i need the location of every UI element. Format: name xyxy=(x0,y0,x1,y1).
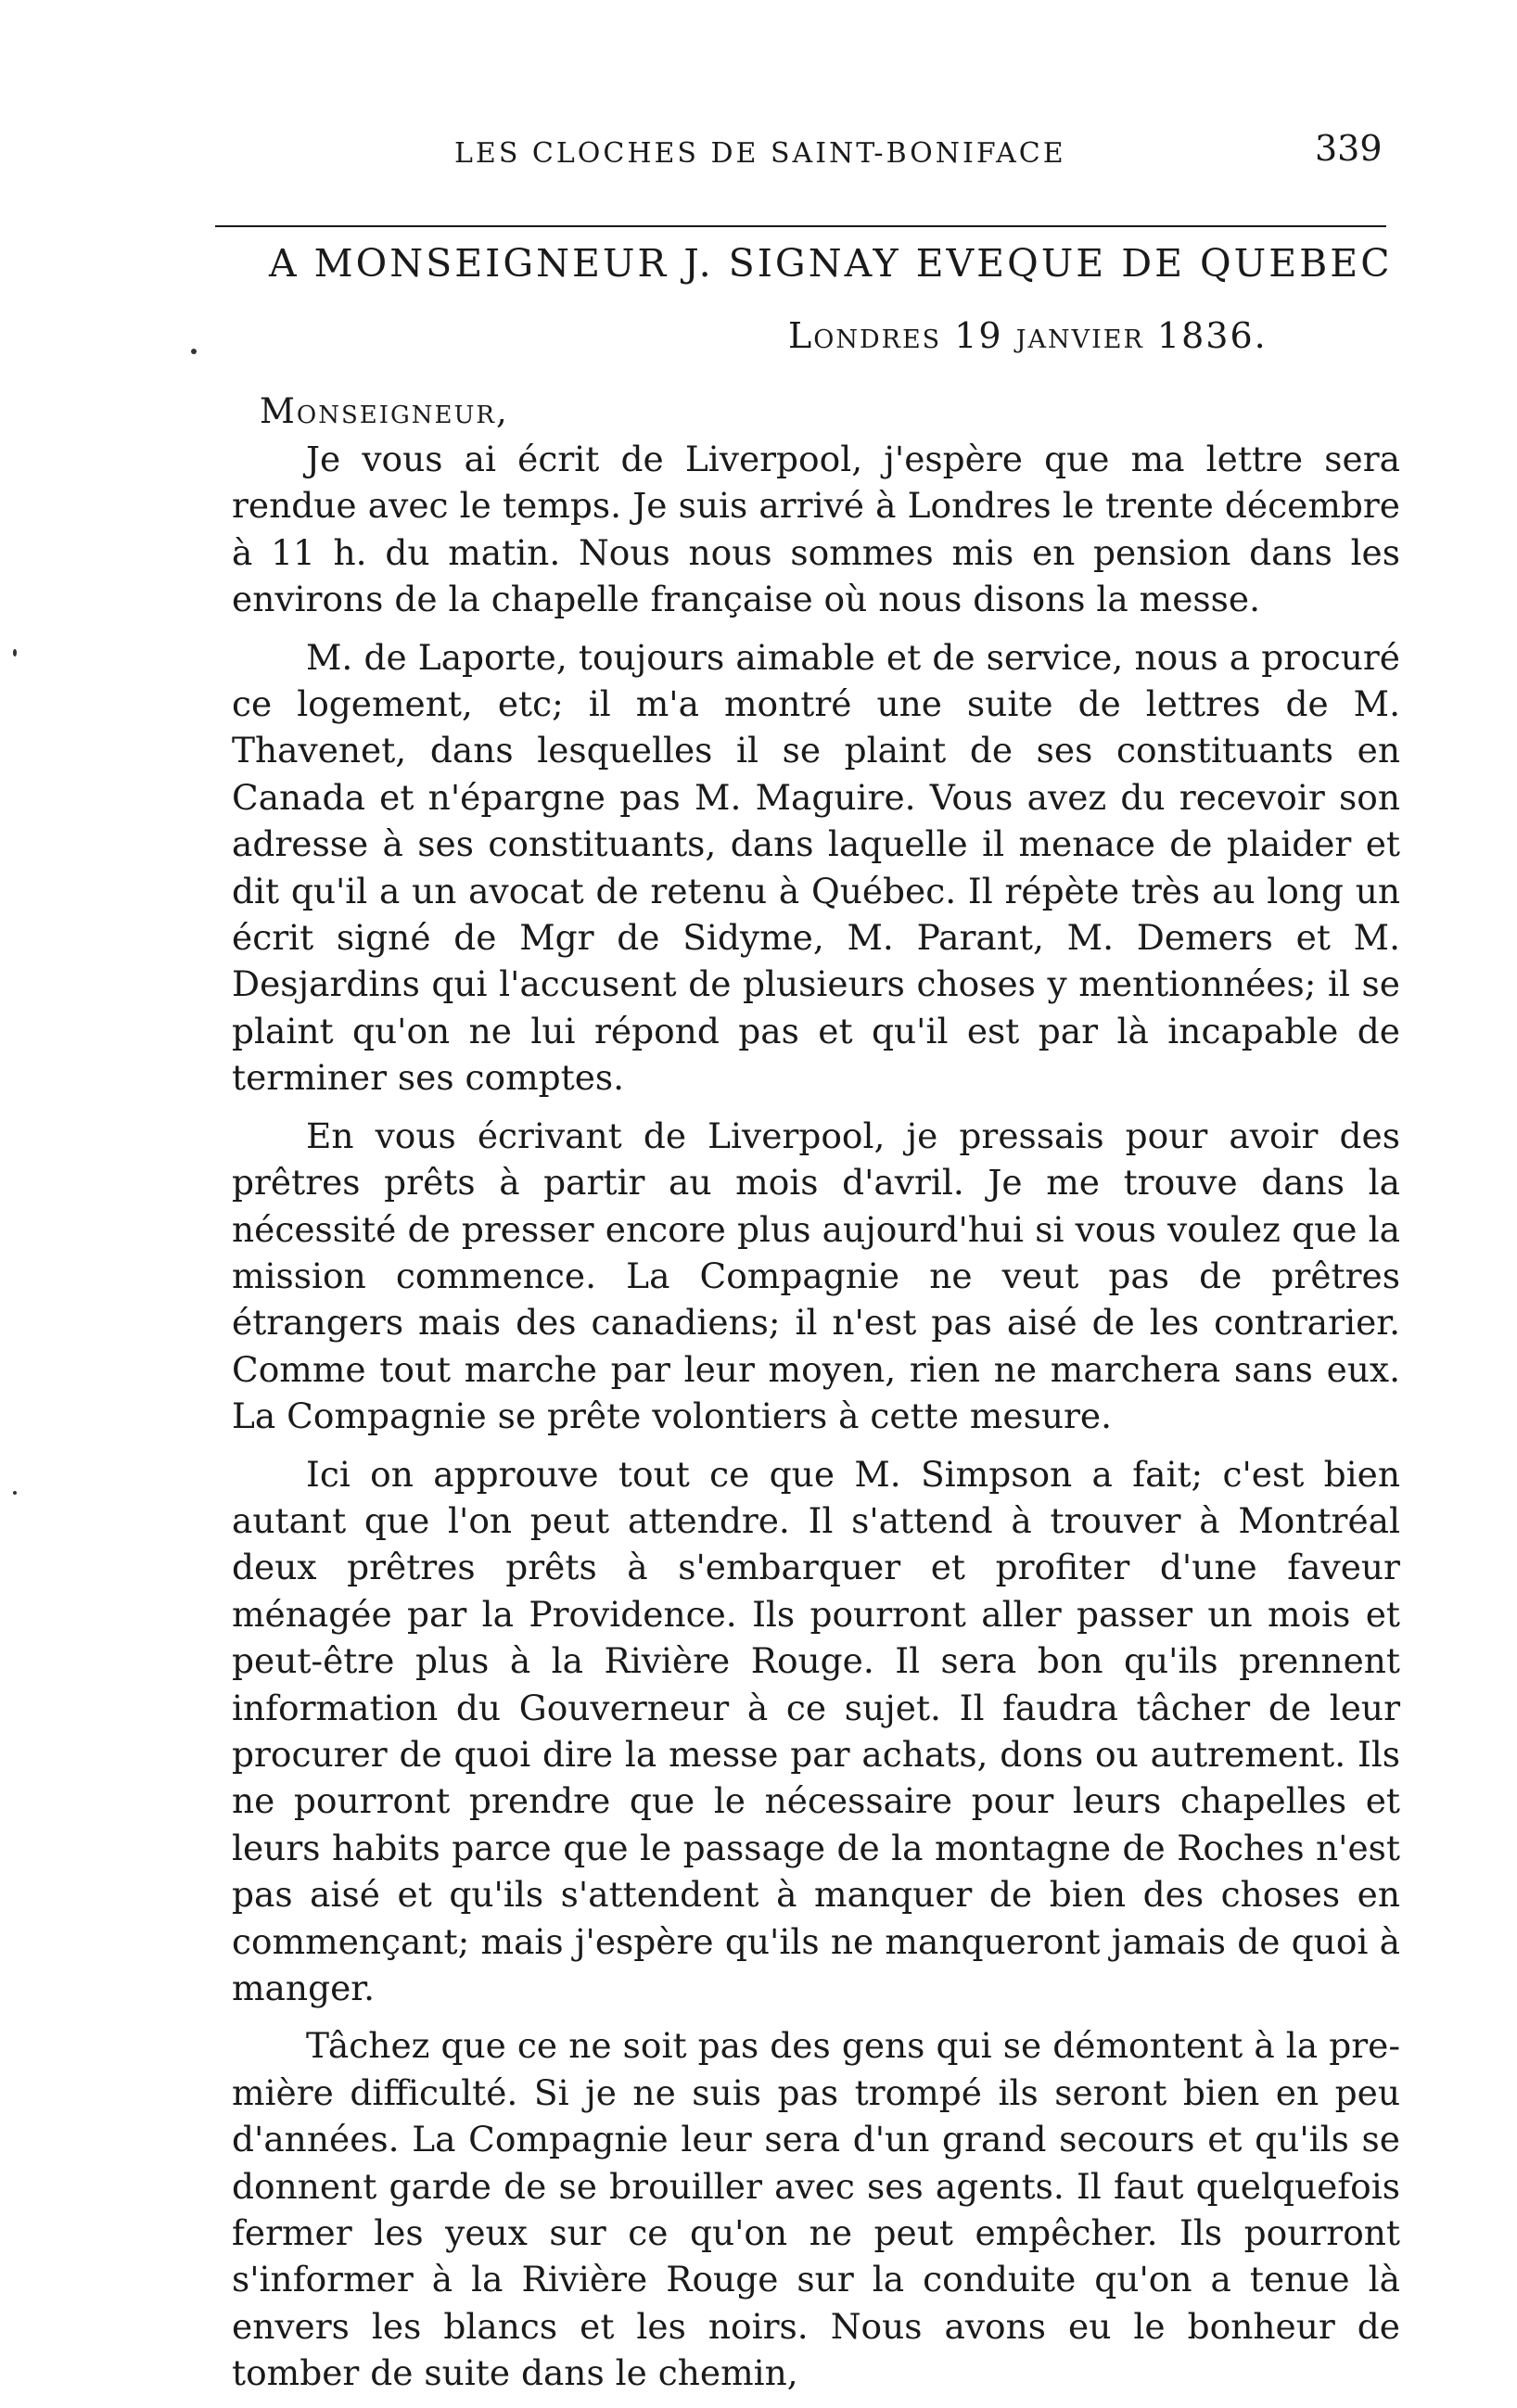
paragraph: En vous écrivant de Liverpool, je pressais pour avoir des prêtres prêts à partir au mois d'avril. Je me trouve dans la nécessité de presser encore plus aujourd'hui si vous voulez que la mission commence. La Compagnie ne veut pas de prêtres étrangers mais des canadiens; il n'est pas aisé de les contrarier. Comme tout marche par leur moyen, rien ne marchera sans eux. La Compagnie se prête volontiers à cette mesure. xyxy=(232,1115,1400,1437)
letter-salutation: Monseigneur, xyxy=(260,391,509,431)
running-head: LES CLOCHES DE SAINT-BONIFACE xyxy=(454,137,1066,170)
letter-dateline: Londres 19 janvier 1836. xyxy=(788,315,1268,356)
paragraph: Je vous ai écrit de Liverpool, j'espère que ma lettre sera rendue avec le temps. Je suis arrivé à Londres le trente décembre à 11 h. du matin. Nous nous sommes mis en pension dans les environs de la chapelle française où nous disons la messe. xyxy=(232,439,1400,620)
header-rule xyxy=(215,225,1386,227)
paragraph: Tâchez que ce ne soit pas des gens qui se démontent à la première difficulté. Si je ne suis pas trompé ils seront bien en peu d'années. La Compagnie leur sera d'un grand secours et qu'ils se donnent garde de se brouiller avec ses agents. Il faut quelquefois fermer les yeux sur ce qu'on ne peut empêcher. Ils pourront s'informer à la Rivière Rouge sur la conduite qu'on a tenue là envers les blancs et les noirs. Nous avons eu le bonheur de tomber de suite dans le chemin, xyxy=(232,2025,1400,2394)
scan-speck xyxy=(13,649,17,656)
paragraph: M. de Laporte, toujours aimable et de service, nous a procuré ce logement, etc; il m'a montré une suite de lettres de M. Thavenet, dans lesquelles il se plaint de ses constituants en Canada et n'épargne pas M. Maguire. Vous avez du recevoir son adresse à ses constituants, dans laquelle il menace de plaider et dit qu'il a un avocat de retenu à Québec. Il répète très au long un écrit signé de Mgr de Sidyme, M. Parant, M. Demers et M. Desjardins qui l'accusent de plusieurs choses y mentionnées; il se plaint qu'on ne lui répond pas et qu'il est par là incapable de terminer ses comptes. xyxy=(232,636,1400,1099)
scan-speck xyxy=(13,1491,17,1495)
letter-body xyxy=(232,436,1400,2408)
scan-speck xyxy=(191,349,197,354)
letter-title: A MONSEIGNEUR J. SIGNAY EVEQUE DE QUEBEC xyxy=(269,241,1393,286)
page-number: 339 xyxy=(1315,128,1383,169)
paragraph: Ici on approuve tout ce que M. Simpson a fait; c'est bien autant que l'on peut attendre. Il s'attend à trouver à Montréal deux prêtres prêts à s'embarquer et profiter d'une faveur ménagée par la Providence. Ils pourront aller passer un mois et peut-être plus à la Rivière Rouge. Il sera bon qu'ils prennent information du Gouverneur à ce sujet. Il faudra tâcher de leur procurer de quoi dire la messe par achats, dons ou autrement. Ils ne pourront prendre que le nécessaire pour leurs chapelles et leurs habits parce que le passage de la montagne de Roches n'est pas aisé et qu'ils s'attendent à manquer de bien des choses en commençant; mais j'espère qu'ils ne manqueront jamais de quoi à manger. xyxy=(232,1453,1400,2008)
